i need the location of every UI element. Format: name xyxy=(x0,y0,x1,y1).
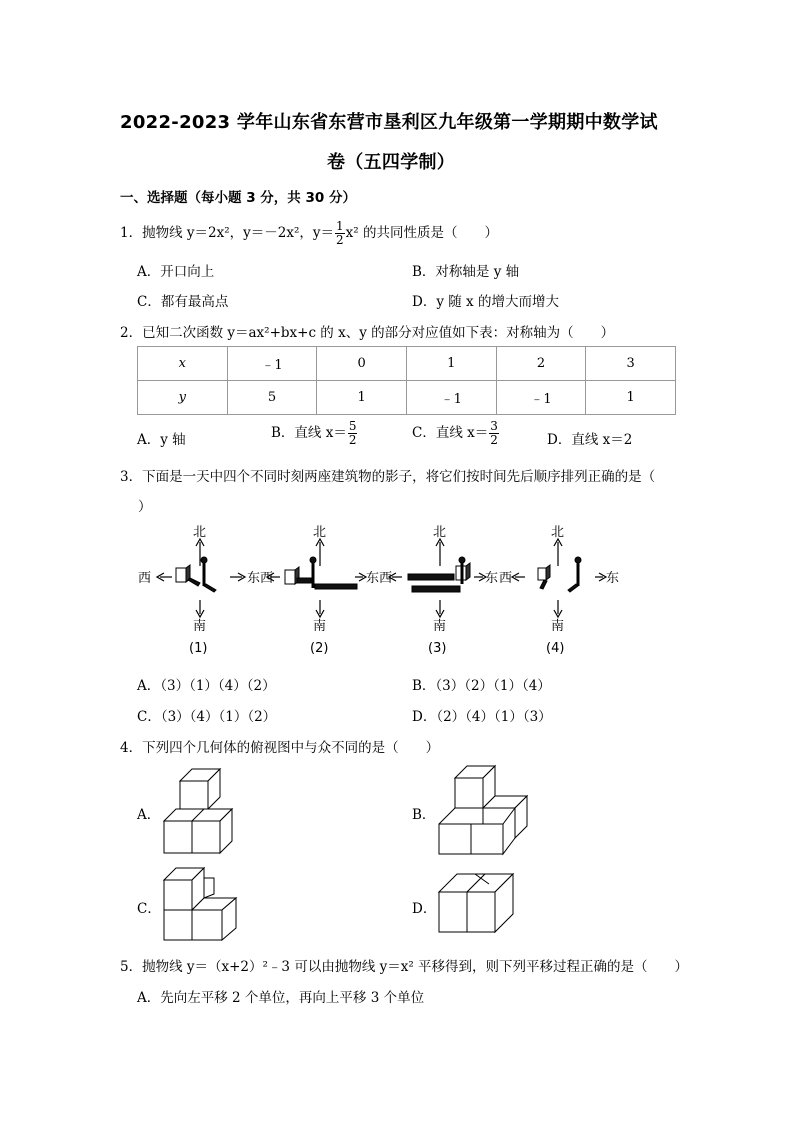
table-cell: y xyxy=(138,381,228,415)
q4-solid-a xyxy=(160,765,240,857)
table-cell: 0 xyxy=(317,347,407,381)
q3-south-label-2: 南 xyxy=(313,619,327,634)
q4-option-a: A． xyxy=(137,807,161,823)
q3-north-label-2: 北 xyxy=(313,525,327,540)
table-cell: 1 xyxy=(406,347,496,381)
title-line-1: 2022-2023 学年山东省东营市垦利区九年级第一学期期中数学试 xyxy=(120,112,658,133)
q4-solid-d xyxy=(435,870,525,940)
question-3-stem-line-2: ） xyxy=(138,499,152,515)
table-cell: ﹣1 xyxy=(406,381,496,415)
q3-north-label-1: 北 xyxy=(193,525,207,540)
table-row-x xyxy=(138,347,676,381)
q1-frac-num: 1 xyxy=(336,219,344,233)
question-4-stem: 4．下列四个几何体的俯视图中与众不同的是（ ） xyxy=(120,740,440,756)
q3-option-a: A．（3）（1）（4）（2） xyxy=(137,678,276,694)
q3-option-b: B．（3）（2）（1）（4） xyxy=(412,678,551,694)
q2-c-prefix: C．直线 x＝ xyxy=(412,425,489,441)
q2-option-a: A．y 轴 xyxy=(137,432,186,448)
q3-south-label-1: 南 xyxy=(193,619,207,634)
q3-east-label-2: 东 xyxy=(366,571,380,586)
q4-option-d: D． xyxy=(412,901,437,917)
q3-south-label-4: 南 xyxy=(551,619,565,634)
table-cell: ﹣1 xyxy=(496,381,586,415)
q2-option-d: D．直线 x＝2 xyxy=(547,432,633,448)
q1-option-a: A．开口向上 xyxy=(137,264,215,280)
q1-stem-part-b: x² 的共同性质是（ ） xyxy=(345,225,498,241)
q3-west-label-1: 西 xyxy=(138,571,152,586)
table-cell: 3 xyxy=(586,347,676,381)
q2-c-fraction xyxy=(489,420,499,447)
q3-panel-label-4: (4) xyxy=(546,641,565,656)
q1-stem-part-a: 1．抛物线 y＝2x²，y＝－2x²，y＝ xyxy=(120,225,334,241)
q2-b-fraction xyxy=(348,420,358,447)
q3-shadow-figure xyxy=(130,522,630,662)
q1-frac-den: 2 xyxy=(336,233,344,247)
q3-east-label-1: 东 xyxy=(247,571,261,586)
q1-option-d: D．y 随 x 的增大而增大 xyxy=(412,294,559,310)
q3-south-label-3: 南 xyxy=(433,619,447,634)
q2-b-prefix: B．直线 x＝ xyxy=(271,425,347,441)
title-line-2: 卷（五四学制） xyxy=(327,152,456,173)
q3-panel-label-1: (1) xyxy=(189,641,208,656)
q1-option-b: B．对称轴是 y 轴 xyxy=(412,264,520,280)
table-cell: x xyxy=(138,347,228,381)
q4-option-c: C． xyxy=(137,901,161,917)
q5-option-a: A．先向左平移 2 个单位，再向上平移 3 个单位 xyxy=(137,990,425,1006)
q1-option-c: C．都有最高点 xyxy=(137,294,229,310)
q3-option-d: D．（2）（4）（1）（3） xyxy=(412,709,552,725)
question-2-stem: 2．已知二次函数 y＝ax²+bx+c 的 x、y 的部分对应值如下表：对称轴为（ ） xyxy=(120,325,615,341)
section-header: 一、选择题（每小题 3 分，共 30 分） xyxy=(120,190,356,206)
q3-north-label-3: 北 xyxy=(433,525,447,540)
q3-west-label-4: 西 xyxy=(499,571,513,586)
table-row-y xyxy=(138,381,676,415)
q4-option-b: B． xyxy=(412,807,436,823)
q3-west-label-3: 西 xyxy=(379,571,393,586)
q3-option-c: C．（3）（4）（1）（2） xyxy=(137,709,277,725)
q4-solid-c xyxy=(160,860,240,952)
table-cell: 5 xyxy=(227,381,317,415)
q2-b-num: 5 xyxy=(348,419,357,433)
q2-value-table xyxy=(137,346,676,415)
table-cell: 1 xyxy=(317,381,407,415)
question-1-stem xyxy=(120,220,498,247)
q2-b-den: 2 xyxy=(348,433,357,447)
q2-c-den: 2 xyxy=(490,433,498,447)
q2-option-b xyxy=(271,420,358,447)
q3-east-label-4: 东 xyxy=(606,571,620,586)
q3-east-label-3: 东 xyxy=(485,571,499,586)
table-cell: 1 xyxy=(586,381,676,415)
q3-panel-label-3: (3) xyxy=(428,641,447,656)
question-5-stem: 5．抛物线 y＝（x+2）²﹣3 可以由抛物线 y＝x² 平移得到，则下列平移过程正确的是（ ） xyxy=(120,959,689,975)
table-cell: 2 xyxy=(496,347,586,381)
q2-option-c xyxy=(412,420,500,447)
table-cell: ﹣1 xyxy=(227,347,317,381)
q3-north-label-4: 北 xyxy=(551,525,565,540)
q1-fraction xyxy=(335,220,345,247)
question-3-stem-line-1: 3．下面是一天中四个不同时刻两座建筑物的影子，将它们按时间先后顺序排列正确的是（ xyxy=(120,469,656,485)
q3-west-label-2: 西 xyxy=(260,571,274,586)
q2-c-num: 3 xyxy=(490,419,498,433)
q3-panel-label-2: (2) xyxy=(310,641,329,656)
q4-solid-b xyxy=(435,760,530,858)
